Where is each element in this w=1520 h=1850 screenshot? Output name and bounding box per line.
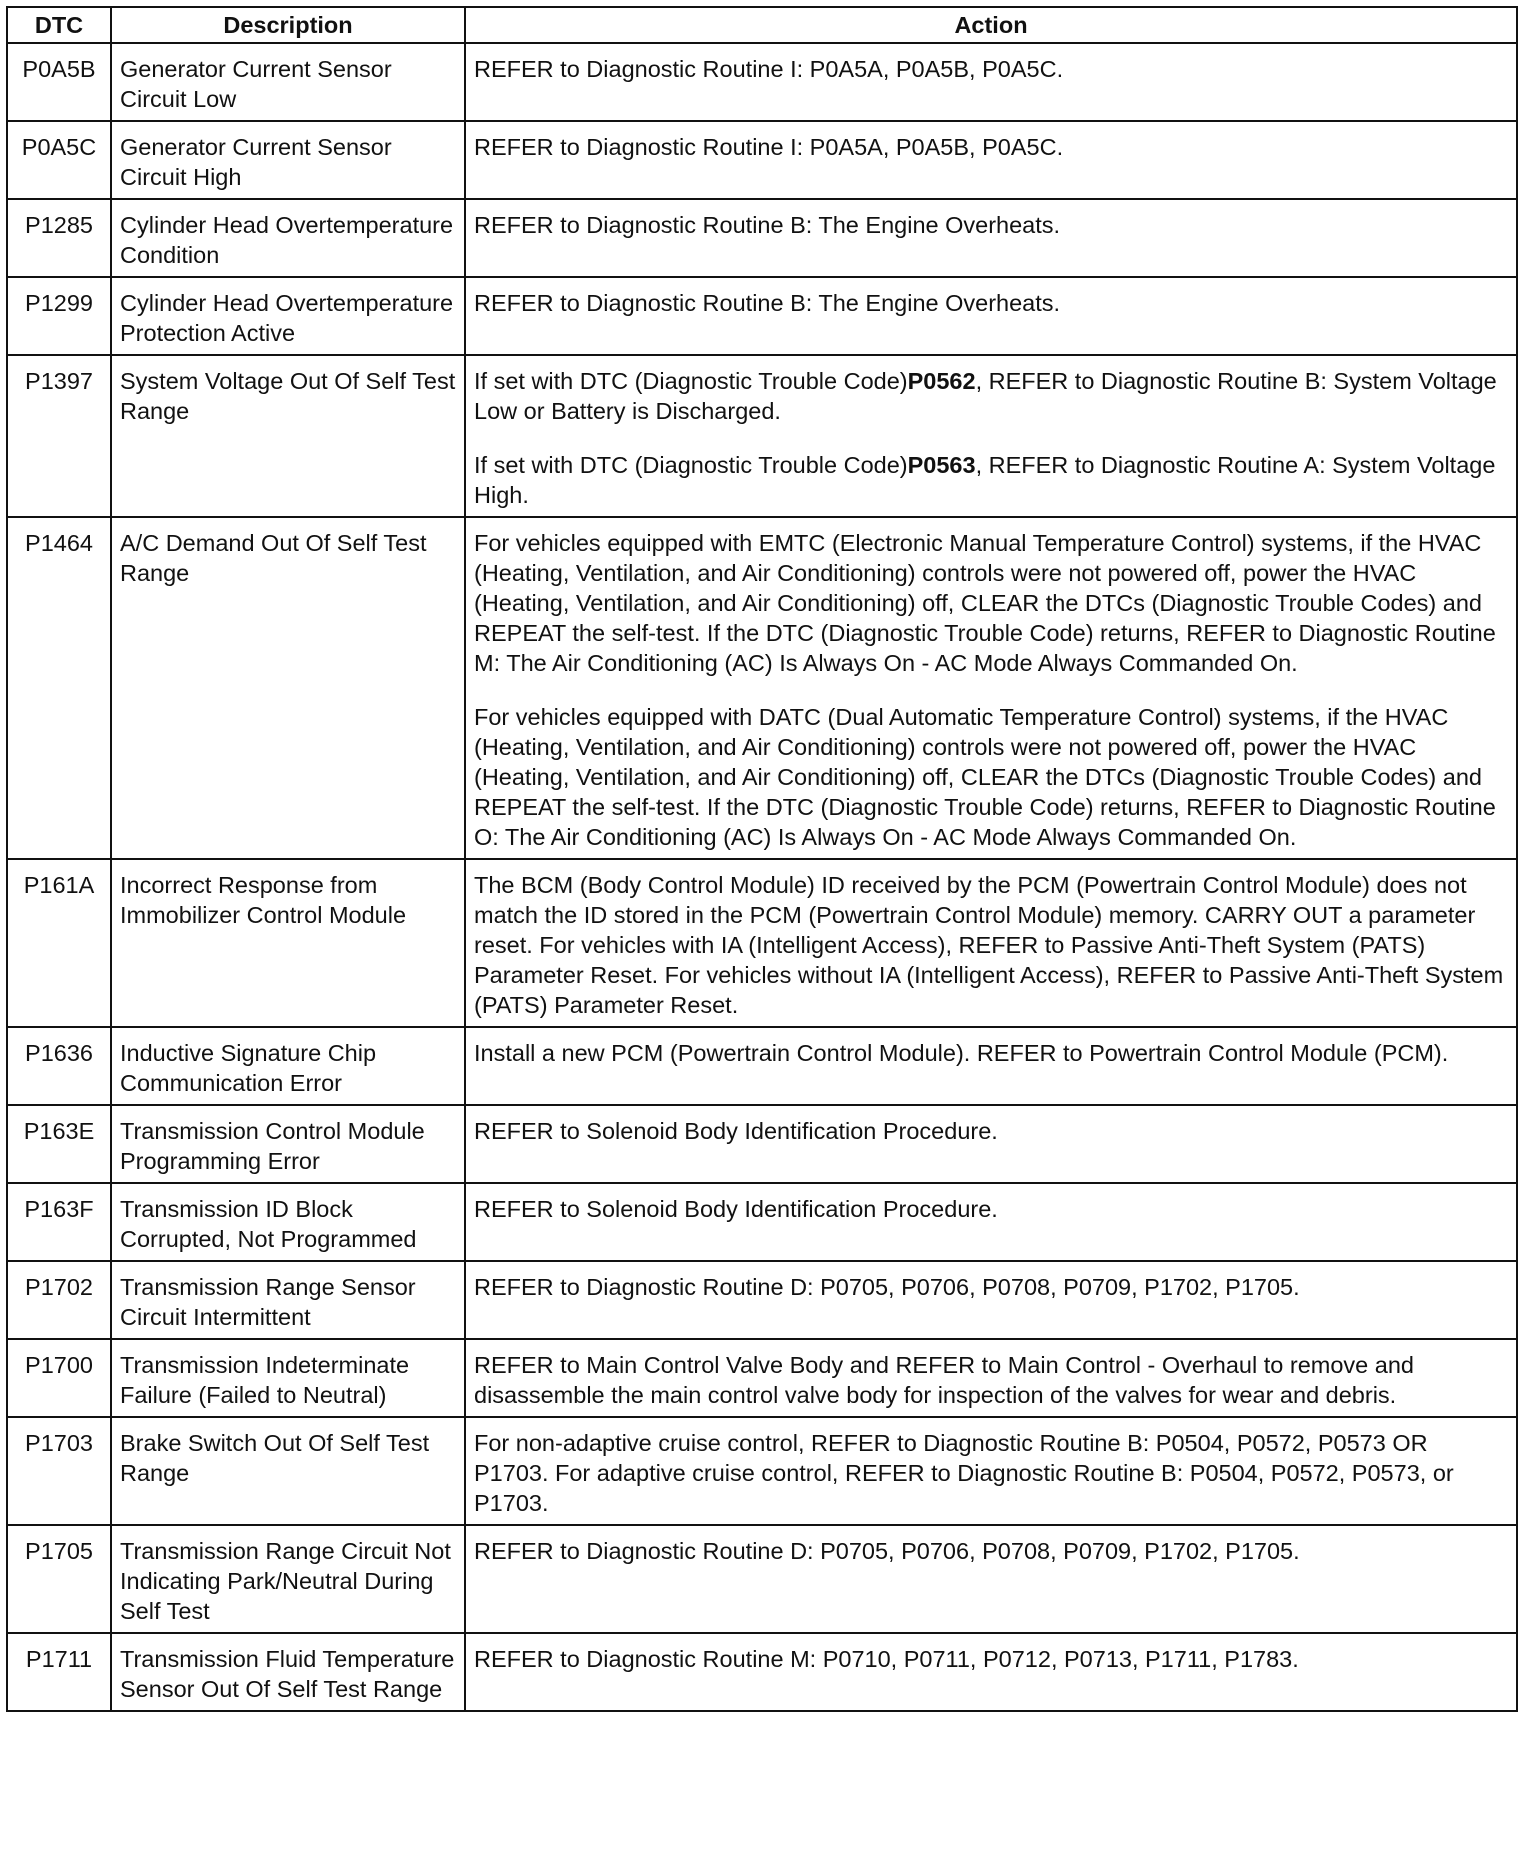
table-row: [7, 1633, 1517, 1711]
table-row: [7, 121, 1517, 199]
table-row: [7, 277, 1517, 355]
dtc-description: Generator Current Sensor Circuit Low: [111, 43, 465, 121]
dtc-code: P1397: [7, 355, 111, 517]
dtc-code: P163F: [7, 1183, 111, 1261]
action-paragraph: For vehicles equipped with DATC (Dual Automatic Temperature Control) systems, if the HVAC (Heating, Ventilation, and Air Conditioning) controls were not powered off, power the HVAC (Heating, Ventilation, and Air Conditioning) off, CLEAR the DTCs (Diagnostic Trouble Codes) and REPEAT the self-test. If the DTC (Diagnostic Trouble Code) returns, REFER to Diagnostic Routine O: The Air Conditioning (AC) Is Always On - AC Mode Always Commanded On.: [474, 704, 1496, 850]
table-row: [7, 1261, 1517, 1339]
action-paragraph: [474, 450, 1508, 510]
table-row: [7, 1027, 1517, 1105]
header-description: Description: [111, 7, 465, 43]
table-row: [7, 517, 1517, 859]
action-text: If set with DTC (Diagnostic Trouble Code): [474, 368, 908, 394]
table-row: [7, 43, 1517, 121]
table-row: [7, 1339, 1517, 1417]
dtc-code: P1464: [7, 517, 111, 859]
action-paragraph: REFER to Diagnostic Routine I: P0A5A, P0A5B, P0A5C.: [474, 56, 1064, 82]
action-paragraph: For non-adaptive cruise control, REFER to Diagnostic Routine B: P0504, P0572, P0573 OR P1703. For adaptive cruise control, REFER to Diagnostic Routine B: P0504, P0572, P0573, or P1703.: [474, 1430, 1454, 1516]
action-paragraph: For vehicles equipped with EMTC (Electronic Manual Temperature Control) systems, if the HVAC (Heating, Ventilation, and Air Conditioning) controls were not powered off, power the HVAC (Heating, Ventilation, and Air Conditioning) off, CLEAR the DTCs (Diagnostic Trouble Codes) and REPEAT the self-test. If the DTC (Diagnostic Trouble Code) returns, REFER to Diagnostic Routine M: The Air Conditioning (AC) Is Always On - AC Mode Always Commanded On.: [474, 530, 1496, 676]
dtc-description: Transmission Control Module Programming Error: [111, 1105, 465, 1183]
table-row: [7, 1525, 1517, 1633]
dtc-code: P1703: [7, 1417, 111, 1525]
dtc-action: [465, 121, 1517, 199]
table-row: [7, 1183, 1517, 1261]
dtc-description: Incorrect Response from Immobilizer Control Module: [111, 859, 465, 1027]
dtc-description: A/C Demand Out Of Self Test Range: [111, 517, 465, 859]
table-row: [7, 199, 1517, 277]
dtc-action: [465, 517, 1517, 859]
action-paragraph: REFER to Solenoid Body Identification Procedure.: [474, 1118, 998, 1144]
dtc-description: Brake Switch Out Of Self Test Range: [111, 1417, 465, 1525]
action-paragraph: REFER to Solenoid Body Identification Procedure.: [474, 1196, 998, 1222]
action-paragraph: REFER to Diagnostic Routine B: The Engine Overheats.: [474, 290, 1061, 316]
table-row: [7, 859, 1517, 1027]
header-action: Action: [465, 7, 1517, 43]
dtc-table: [6, 6, 1518, 1712]
dtc-code: P163E: [7, 1105, 111, 1183]
action-paragraph: REFER to Diagnostic Routine I: P0A5A, P0A5B, P0A5C.: [474, 134, 1064, 160]
dtc-action: [465, 1261, 1517, 1339]
table-row: [7, 1105, 1517, 1183]
dtc-action: [465, 43, 1517, 121]
dtc-action: [465, 1525, 1517, 1633]
dtc-code: P0A5C: [7, 121, 111, 199]
dtc-code: P1700: [7, 1339, 111, 1417]
dtc-description: Inductive Signature Chip Communication Error: [111, 1027, 465, 1105]
action-text: , REFER to Diagnostic Routine A: System Voltage High.: [474, 452, 1496, 508]
dtc-action: [465, 859, 1517, 1027]
dtc-action: [465, 1183, 1517, 1261]
action-text: If set with DTC (Diagnostic Trouble Code): [474, 452, 908, 478]
table-header-row: [7, 7, 1517, 43]
dtc-action: [465, 1027, 1517, 1105]
dtc-action: [465, 277, 1517, 355]
table-body: [7, 43, 1517, 1711]
table-row: [7, 355, 1517, 517]
dtc-description: Transmission Indeterminate Failure (Failed to Neutral): [111, 1339, 465, 1417]
action-dtc-reference: P0562: [907, 368, 976, 394]
dtc-description: System Voltage Out Of Self Test Range: [111, 355, 465, 517]
dtc-description: Cylinder Head Overtemperature Protection Active: [111, 277, 465, 355]
dtc-code: P161A: [7, 859, 111, 1027]
action-paragraph: REFER to Main Control Valve Body and REFER to Main Control - Overhaul to remove and disassemble the main control valve body for inspection of the valves for wear and debris.: [474, 1352, 1414, 1408]
dtc-code: P1285: [7, 199, 111, 277]
action-paragraph: REFER to Diagnostic Routine D: P0705, P0706, P0708, P0709, P1702, P1705.: [474, 1538, 1300, 1564]
action-dtc-reference: P0563: [907, 452, 976, 478]
dtc-code: P1299: [7, 277, 111, 355]
dtc-action: [465, 199, 1517, 277]
dtc-description: Generator Current Sensor Circuit High: [111, 121, 465, 199]
dtc-code: P1711: [7, 1633, 111, 1711]
dtc-code: P1636: [7, 1027, 111, 1105]
dtc-description: Transmission ID Block Corrupted, Not Programmed: [111, 1183, 465, 1261]
action-paragraph: REFER to Diagnostic Routine B: The Engine Overheats.: [474, 212, 1061, 238]
action-paragraph: REFER to Diagnostic Routine D: P0705, P0706, P0708, P0709, P1702, P1705.: [474, 1274, 1300, 1300]
dtc-description: Transmission Range Circuit Not Indicating Park/Neutral During Self Test: [111, 1525, 465, 1633]
dtc-action: [465, 355, 1517, 517]
dtc-code: P0A5B: [7, 43, 111, 121]
header-dtc: DTC: [7, 7, 111, 43]
dtc-action: [465, 1417, 1517, 1525]
table-row: [7, 1417, 1517, 1525]
dtc-action: [465, 1339, 1517, 1417]
dtc-code: P1702: [7, 1261, 111, 1339]
action-paragraph: REFER to Diagnostic Routine M: P0710, P0711, P0712, P0713, P1711, P1783.: [474, 1646, 1299, 1672]
action-paragraph: Install a new PCM (Powertrain Control Module). REFER to Powertrain Control Module (PCM).: [474, 1040, 1449, 1066]
dtc-action: [465, 1633, 1517, 1711]
dtc-description: Cylinder Head Overtemperature Condition: [111, 199, 465, 277]
action-text: , REFER to Diagnostic Routine B: System Voltage Low or Battery is Discharged.: [474, 368, 1497, 424]
dtc-code: P1705: [7, 1525, 111, 1633]
dtc-action: [465, 1105, 1517, 1183]
dtc-description: Transmission Fluid Temperature Sensor Out Of Self Test Range: [111, 1633, 465, 1711]
action-paragraph: [474, 366, 1508, 426]
action-paragraph: The BCM (Body Control Module) ID received by the PCM (Powertrain Control Module) does not match the ID stored in the PCM (Powertrain Control Module) memory. CARRY OUT a parameter reset. For vehicles with IA (Intelligent Access), REFER to Passive Anti-Theft System (PATS) Parameter Reset. For vehicles without IA (Intelligent Access), REFER to Passive Anti-Theft System (PATS) Parameter Reset.: [474, 872, 1504, 1018]
dtc-description: Transmission Range Sensor Circuit Intermittent: [111, 1261, 465, 1339]
